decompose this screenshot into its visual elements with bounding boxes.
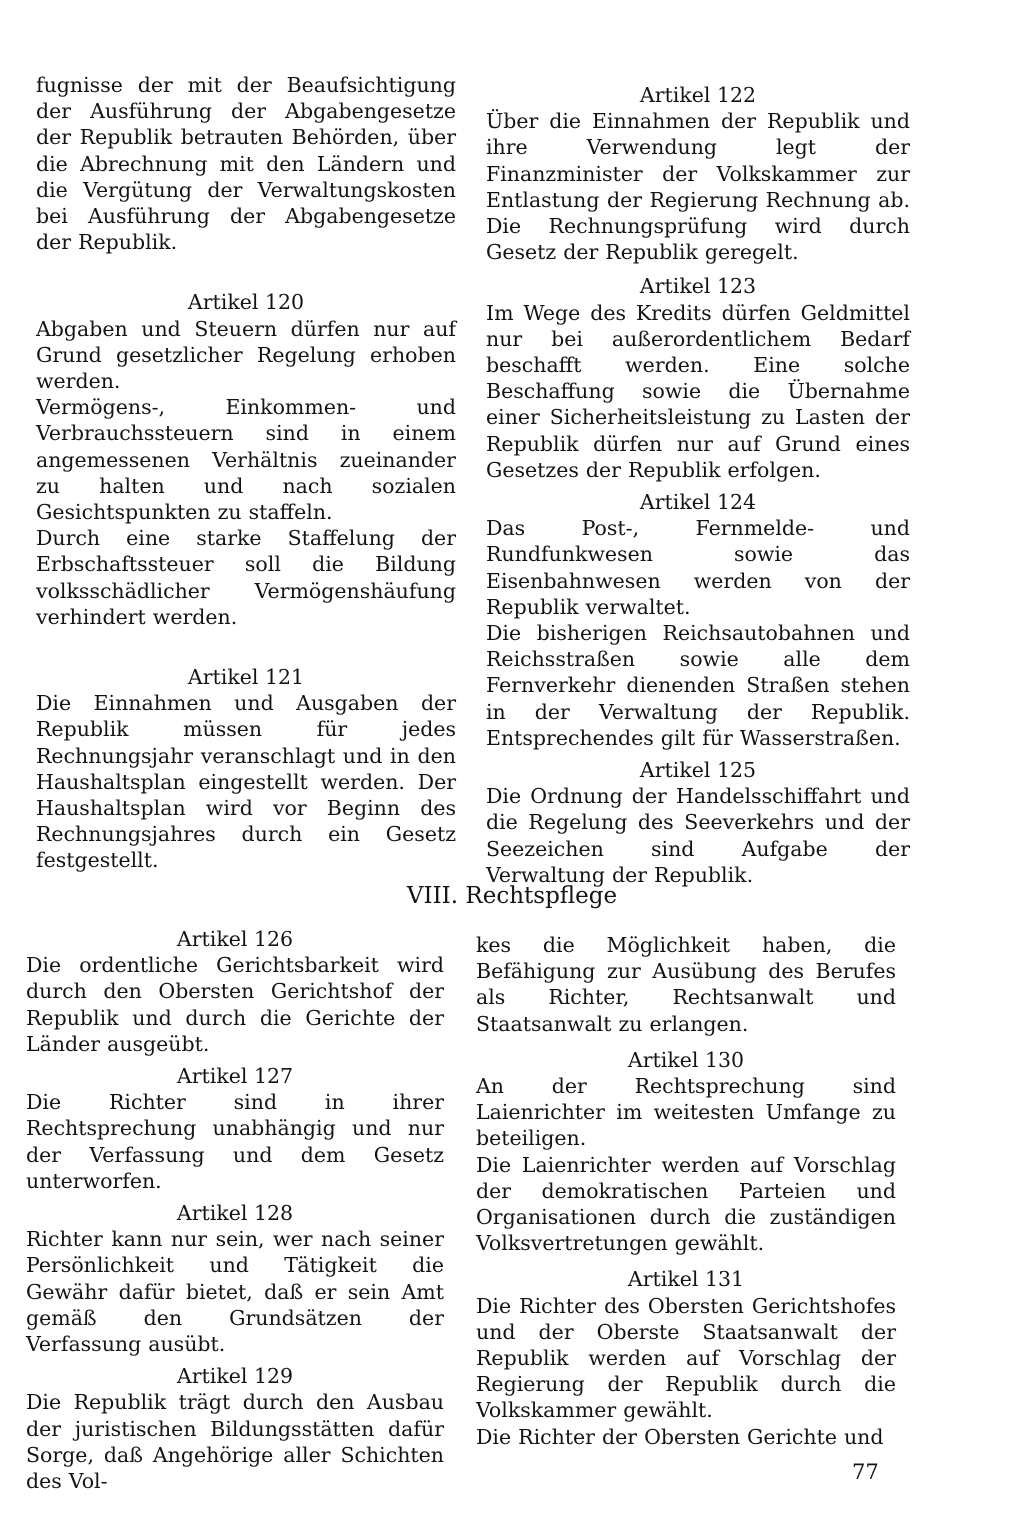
column-bottom-right — [476, 932, 896, 1450]
article-heading: Artikel 124 — [639, 490, 757, 515]
article-heading: Artikel 125 — [639, 758, 757, 783]
article-121 — [36, 664, 456, 874]
column-top-left — [36, 72, 456, 874]
chapter-heading: VIII. Rechtspflege — [406, 883, 618, 909]
page-number: 77 — [852, 1460, 879, 1484]
article-paragraph: Die Laienrichter werden auf Vorschlag der demokratischen Parteien und Organisationen durch die zuständigen Volksvertretungen gewählt. — [476, 1152, 896, 1256]
article-122 — [486, 82, 910, 265]
article-paragraph: Richter kann nur sein, wer nach seiner Persönlichkeit und Tätigkeit die Gewähr dafür bietet, daß er sein Amt gemäß den Grundsätzen der Verfassung ausübt. — [26, 1227, 444, 1357]
article-126 — [26, 926, 444, 1057]
article-paragraph: Die Ordnung der Handelsschiffahrt und die Regelung des Seeverkehrs und der Seezeichen sind Aufgabe der Verwaltung der Republik. — [486, 784, 910, 887]
article-paragraph: Die Richter der Obersten Gerichte und — [476, 1424, 884, 1449]
article-125 — [486, 757, 910, 888]
article-paragraph: An der Rechtsprechung sind Laienrichter im weitesten Umfange zu beteiligen. — [476, 1074, 896, 1151]
article-paragraph: Die bisherigen Reichsautobahnen und Reichsstraßen sowie alle dem Fernverkehr dienenden Straßen stehen in der Verwaltung der Republik. Entsprechendes gilt für Wasserstraßen. — [486, 621, 910, 750]
article-paragraph: Die Richter des Obersten Gerichtshofes und der Oberste Staatsanwalt der Republik werden auf Vorschlag der Regierung der Republik durch die Volkskammer gewählt. — [476, 1293, 896, 1423]
article-heading: Artikel 128 — [176, 1201, 294, 1226]
article-paragraph: Die Republik trägt durch den Ausbau der juristischen Bildungsstätten dafür Sorge, daß Angehörige aller Schichten des Vol- — [26, 1390, 444, 1494]
article-paragraph: Die Einnahmen und Ausgaben der Republik müssen für jedes Rechnungsjahr veranschlagt und in den Haushaltsplan eingestellt werden. Der Haushaltsplan wird vor Beginn des Rechnungsjahres durch ein Gesetz festgestellt. — [36, 691, 456, 873]
article-heading: Artikel 127 — [176, 1064, 294, 1089]
article-123 — [486, 273, 910, 483]
article-heading: Artikel 121 — [187, 665, 305, 690]
article-130 — [476, 1047, 896, 1257]
article-129 — [26, 1363, 444, 1494]
article-paragraph: Das Post-, Fernmelde- und Rundfunkwesen sowie das Eisenbahnwesen werden von der Republik verwaltet. — [486, 516, 910, 619]
article-paragraph: Im Wege des Kredits dürfen Geldmittel nur bei außerordentlichem Bedarf beschafft werden. Eine solche Beschaffung sowie die Übernahme einer Sicherheitsleistung zu Lasten der Republik dürfen nur auf Grund eines Gesetzes der Republik erfolgen. — [486, 300, 910, 482]
article-paragraph: Abgaben und Steuern dürfen nur auf Grund gesetzlicher Regelung erhoben werden. — [36, 316, 456, 394]
article-paragraph: Durch eine starke Staffelung der Erbschaftssteuer soll die Bildung volksschädlicher Vermögenshäufung verhindert werden. — [36, 526, 456, 629]
article-heading: Artikel 123 — [639, 274, 757, 299]
article-127 — [26, 1063, 444, 1194]
column-bottom-left — [26, 926, 444, 1494]
article-paragraph: Vermögens-, Einkommen- und Verbrauchssteuern sind in einem angemessenen Verhältnis zueinander zu halten und nach sozialen Gesichtspunkten zu staffeln. — [36, 395, 456, 525]
article-120 — [36, 289, 456, 630]
article-paragraph: Über die Einnahmen der Republik und ihre Verwendung legt der Finanzminister der Volkskammer zur Entlastung der Regierung Rechnung ab. Die Rechnungsprüfung wird durch Gesetz der Republik geregelt. — [486, 109, 910, 265]
continued-paragraph: fugnisse der mit der Beaufsichtigung der Ausführung der Abgabengesetze der Republik betrauten Behörden, über die Abrechnung mit den Ländern und die Vergütung der Verwaltungskosten bei Ausführung der Abgabengesetze der Republik. — [36, 73, 456, 255]
article-heading: Artikel 122 — [639, 83, 757, 107]
continued-paragraph: kes die Möglichkeit haben, die Befähigung zur Ausübung des Berufes als Richter, Rechtsanwalt und Staatsanwalt zu erlangen. — [476, 933, 896, 1036]
article-131 — [476, 1266, 896, 1449]
article-heading: Artikel 130 — [627, 1047, 745, 1072]
article-128 — [26, 1200, 444, 1357]
article-heading: Artikel 126 — [176, 927, 294, 951]
article-heading: Artikel 131 — [627, 1267, 745, 1292]
article-124 — [486, 489, 910, 751]
article-heading: Artikel 120 — [187, 290, 305, 315]
article-paragraph: Die Richter sind in ihrer Rechtsprechung unabhängig und nur der Verfassung und dem Gesetz unterworfen. — [26, 1090, 444, 1193]
article-heading: Artikel 129 — [176, 1364, 294, 1389]
column-top-right — [486, 82, 910, 888]
article-paragraph: Die ordentliche Gerichtsbarkeit wird durch den Obersten Gerichtshof der Republik und durch die Gerichte der Länder ausgeübt. — [26, 953, 444, 1056]
